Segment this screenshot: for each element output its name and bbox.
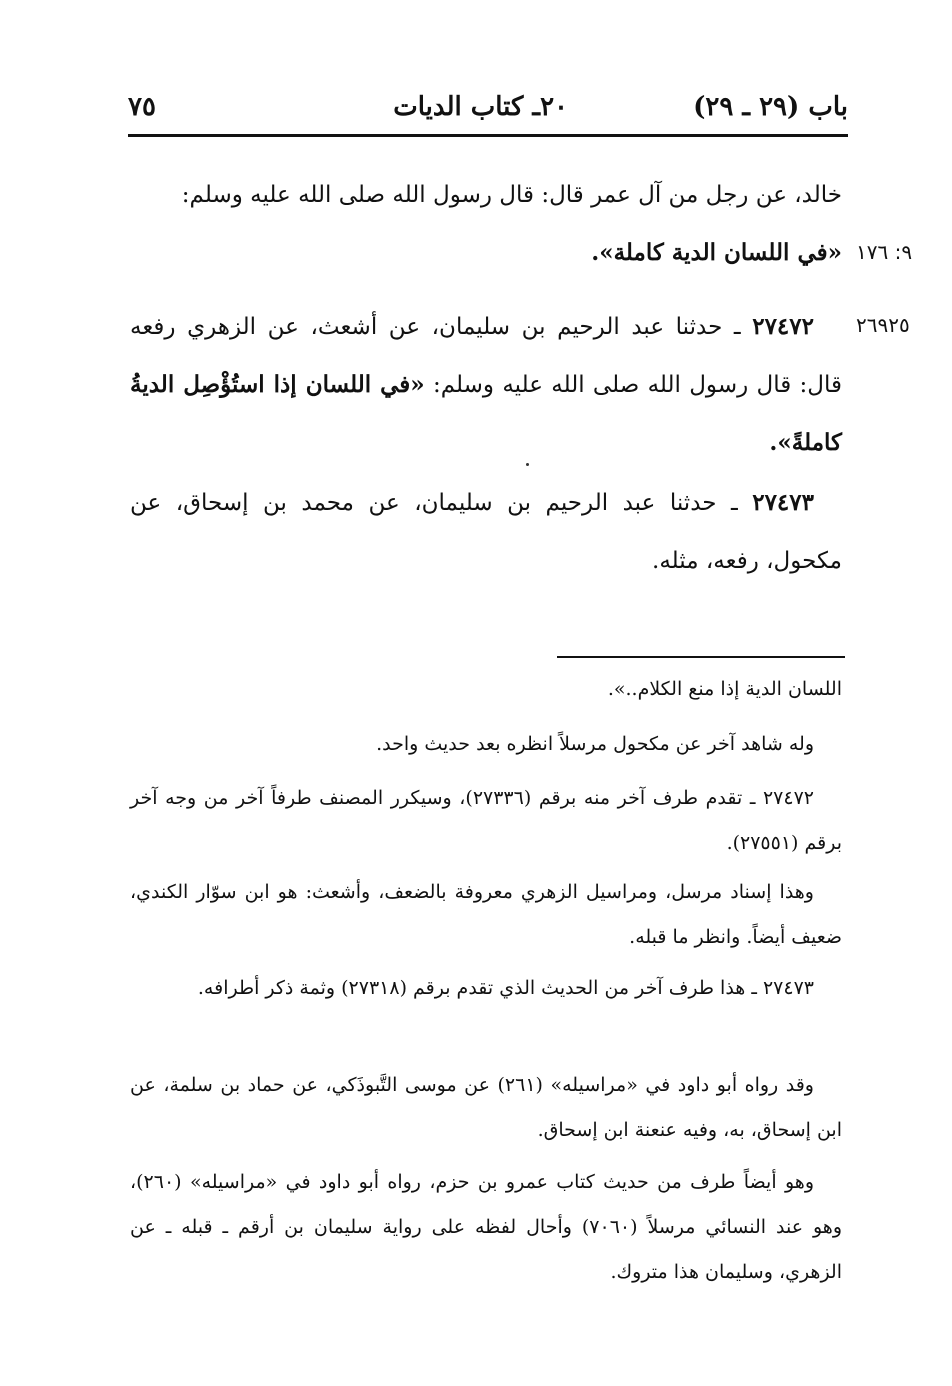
footnote-3-text: ٢٧٤٧٢ ـ تقدم طرف آخر منه برقم (٢٧٣٣٦)، وسيكرر المصنف طرفاً آخر من وجه آخر برقم (٢٧٥٥١). bbox=[130, 787, 842, 854]
hadith-27472 bbox=[130, 298, 842, 472]
footnote-7-text: وهو أيضاً طرف من حديث كتاب عمرو بن حزم، رواه أبو داود في «مراسيله» (٢٦٠)، وهو عند النسائي مرسلاً (٧٠٦٠) وأحال لفظه على رواية سليمان بن أرقم ـ قبله ـ عن الزهري، وسليمان هذا متروك. bbox=[130, 1171, 842, 1283]
hadith-number-27472: ٢٧٤٧٢ bbox=[752, 313, 814, 340]
footnote-6-text: وقد رواه أبو داود في «مراسيله» (٢٦١) عن موسى التَّبوذَكي، عن حماد بن سلمة، عن ابن إسحاق، به، وفيه عنعنة ابن إسحاق. bbox=[130, 1074, 842, 1141]
page-number: ٧٥ bbox=[128, 92, 156, 122]
footnote-5 bbox=[130, 966, 842, 1011]
hadith-27472-isnad: ـ حدثنا عبد الرحيم بن سليمان، عن أشعث، عن الزهري رفعه قال: قال رسول الله صلى الله عليه وسلم: bbox=[130, 314, 842, 398]
hadith-27473 bbox=[130, 474, 842, 590]
hadith-continuation bbox=[130, 166, 842, 282]
stray-mark bbox=[526, 463, 529, 466]
hadith-number-27473: ٢٧٤٧٣ bbox=[752, 489, 814, 516]
hadith-continuation-line1: خالد، عن رجل من آل عمر قال: قال رسول الله صلى الله عليه وسلم: bbox=[181, 182, 842, 208]
footnote-1: اللسان الدية إذا منع الكلام..». bbox=[607, 678, 842, 700]
footnote-5-text: ٢٧٤٧٣ ـ هذا طرف آخر من الحديث الذي تقدم برقم (٢٧٣١٨) وثمة ذكر أطرافه. bbox=[197, 977, 814, 999]
running-header bbox=[128, 84, 848, 134]
margin-reference-2: ٢٦٩٢٥ bbox=[856, 313, 910, 337]
footnote-separator bbox=[557, 656, 845, 658]
footnote-2 bbox=[130, 722, 842, 767]
hadith-27473-text: ـ حدثنا عبد الرحيم بن سليمان، عن محمد بن إسحاق، عن مكحول، رفعه، مثله. bbox=[130, 490, 842, 574]
footnote-4-text: وهذا إسناد مرسل، ومراسيل الزهري معروفة بالضعف، وأشعث: هو ابن سوّار الكندي، ضعيف أيضاً. وانظر ما قبله. bbox=[130, 881, 842, 948]
footnote-7 bbox=[130, 1160, 842, 1295]
book-title: ٢٠ـ كتاب الديات bbox=[393, 92, 568, 122]
margin-reference-1: ٩: ١٧٦ bbox=[856, 240, 913, 264]
header-rule bbox=[128, 134, 848, 137]
footnote-3 bbox=[130, 776, 842, 866]
footnote-6 bbox=[130, 1063, 842, 1153]
hadith-27472-matn: «في اللسان إذا استُؤْصِل الديةُ كاملةً». bbox=[130, 371, 842, 456]
footnote-2-text: وله شاهد آخر عن مكحول مرسلاً انظره بعد حديث واحد. bbox=[376, 733, 814, 755]
hadith-continuation-matn: «في اللسان الدية كاملة». bbox=[591, 239, 842, 266]
chapter-heading: باب (٢٩ ـ ٢٩) bbox=[693, 92, 848, 122]
footnote-4 bbox=[130, 870, 842, 960]
